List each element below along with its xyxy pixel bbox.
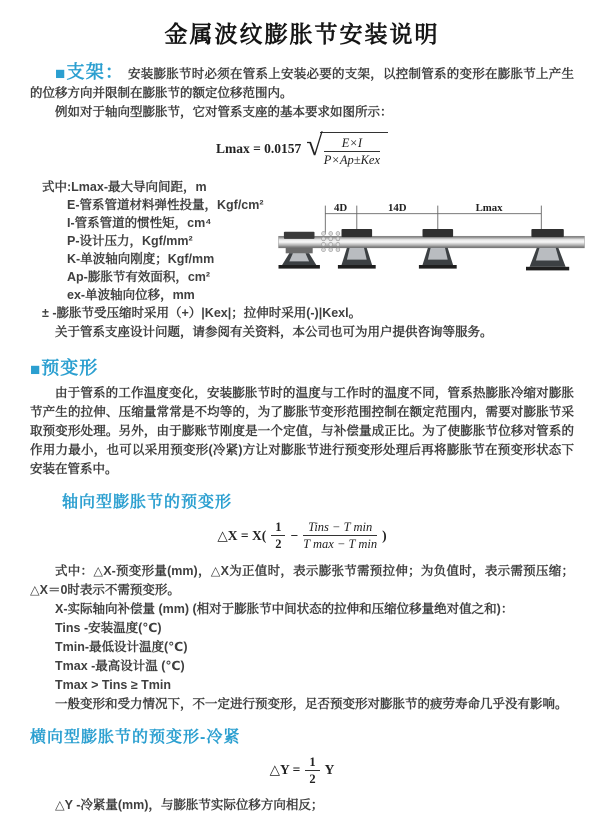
lateral-subsection-heading: 横向型膨胀节的预变形-冷紧	[30, 728, 241, 746]
fraction-denominator: P×Ap±Kex	[323, 153, 381, 168]
axial-variable-list	[30, 600, 574, 695]
formula-axial-predeform	[30, 520, 574, 552]
pm-note-line: ± -膨胀节受压缩时采用（+）|Kex|；拉伸时采用(-)|Kexl。	[42, 305, 362, 320]
support-intro-paragraph	[30, 63, 574, 103]
axial-explain-paragraph: 式中：△X-预变形量(mm)，△X为正值时，表示膨张节需预拉伸；为负值时，表示需预压缩；△X＝0时表示不需预变形。	[30, 563, 574, 597]
fraction-numerator: E×I	[324, 136, 380, 152]
formula-lateral-rhs: Y	[324, 762, 335, 778]
formula-axial-lhs: △X = X(	[217, 527, 267, 543]
axial-subsection-heading: 轴向型膨胀节的预变形	[62, 493, 233, 511]
fraction-half	[271, 520, 285, 552]
list-item: Tmax -最高设计温 (℃)	[55, 658, 185, 673]
radical-body	[320, 132, 388, 168]
list-item: Tmax > Tins ≥ Tmin	[55, 677, 172, 692]
definition-item: P-设计压力，Kgf/mm²	[67, 233, 193, 248]
guide-support	[419, 229, 457, 269]
list-item: Tmin-最低设计温度(℃)	[55, 639, 188, 654]
lateral-note-line: △Y -冷紧量(mm)，与膨胀节实际位移方向相反；	[55, 798, 324, 813]
definition-item: E-管系管道材料弹性投量，Kgf/cm²	[67, 197, 264, 212]
support-closing-line: 关于管系支座设计问题，请参阅有关资料，本公司也可为用户提供咨询等服务。	[55, 324, 493, 339]
support-section-heading: 支架：	[66, 62, 125, 82]
section-bullet-icon: ■	[30, 359, 41, 379]
fraction-temperature	[303, 520, 377, 552]
formula-lateral-lhs: △Y =	[269, 762, 301, 778]
list-item: X-实际轴向补偿量 (mm) (相对于膨胀节中间状态的拉伸和压缩位移量绝对值之和)：	[55, 601, 514, 616]
predeform-paragraph: 由于管系的工作温度变化，安装膨胀节时的温度与工作时的温度不同，管系热膨胀冷缩对膨胀节产生的拉伸、压缩量常常是不均等的，为了膨胀节变形范围控制在额定范围内，需要对膨胀节采取预变形处理。另外，由于膨账节刚度是一个定值，与补偿量成正比。为了使膨胀节位移对管系的作用力最小，也可以采用预变形(冷紧)方让对膨胀节进行预变形处理后再将膨胀节在预变形状态下安装在管系中。	[30, 385, 574, 476]
fraction-numerator: 1	[271, 520, 285, 536]
minus-sign: −	[290, 527, 299, 543]
fraction-half	[305, 755, 319, 787]
predeform-section-heading-row	[30, 354, 574, 380]
fraction	[324, 136, 380, 168]
definitions-and-diagram-row	[30, 178, 574, 304]
pipe-support-diagram	[278, 202, 594, 297]
fraction-numerator: 1	[305, 755, 319, 771]
dim-label-4d: 4D	[334, 201, 348, 214]
pipe-support-diagram-svg	[278, 202, 594, 292]
definition-item: 式中:Lmax-最大导向间距，m	[42, 179, 207, 194]
radical	[306, 130, 388, 168]
fraction-numerator: Tins − T min	[303, 520, 377, 536]
definition-item: I-管系管道的惯性矩，cm⁴	[67, 215, 212, 230]
guide-support	[338, 229, 376, 269]
list-item: Tins -安装温度(℃)	[55, 620, 162, 635]
section-bullet-icon: ■	[55, 64, 66, 83]
symbol-definitions-list	[30, 178, 278, 304]
formula-lateral-coldpull	[30, 755, 574, 787]
predeform-section-heading: 预变形	[41, 357, 99, 378]
support-example-line: 例如对于轴向型膨胀节，它对管系支座的基本要求如图所示：	[55, 105, 393, 119]
fraction-denominator: 2	[309, 771, 316, 786]
page-title: 金属波纹膨胀节安装说明	[164, 21, 440, 47]
definition-item: Ap-膨胀节有效面积，cm²	[67, 269, 211, 284]
definition-item: K-单波轴向刚度；Kgf/mm	[67, 251, 215, 266]
formula-lmax-lhs: Lmax = 0.0157	[215, 140, 302, 156]
anchor-support	[279, 231, 320, 268]
fraction-denominator: 2	[275, 537, 282, 552]
formula-axial-rhs: )	[382, 527, 387, 543]
dim-label-14d: 14D	[388, 201, 407, 214]
radical-sign: √	[306, 129, 323, 162]
fraction-denominator: T max − T min	[303, 537, 378, 552]
support-intro-text: 安装膨胀节时必须在管系上安装必要的支架，以控制管系的变形在膨胀节上产生的位移方向并限制在膨胀节的额定位移范围内。	[30, 67, 574, 100]
guide-support	[526, 229, 569, 270]
dim-label-lmax: Lmax	[475, 201, 503, 214]
definition-item: ex-单波轴向位移，mm	[67, 287, 195, 302]
formula-lmax	[30, 130, 574, 168]
axial-note-line: 一般变形和受力情况下，不一定进行预变形，足否预变形对膨胀节的疲劳寿命几乎没有影响。	[55, 696, 568, 711]
